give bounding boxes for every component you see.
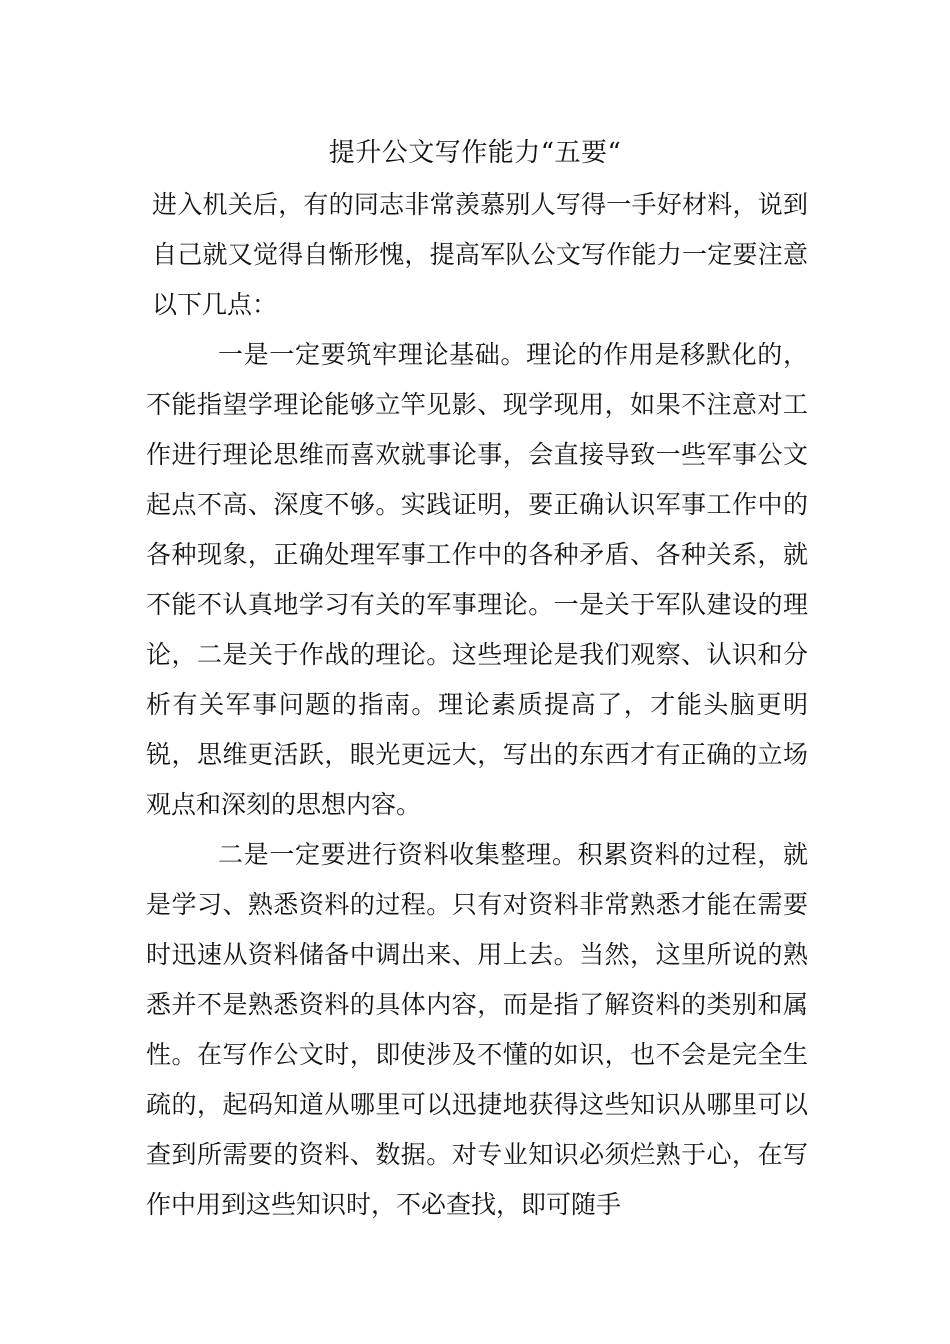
paragraph-material-collection: 二是一定要进行资料收集整理。积累资料的过程，就是学习、熟悉资料的过程。只有对资料非常熟悉才能在需要时迅速从资料储备中调出来、用上去。当然，这里所说的熟悉并不是熟悉资料的具体内容，而是指了解资料的类别和属性。在写作公文时，即使涉及不懂的如识，也不会是完全生疏的，起码知道从哪里可以迅捷地获得这些知识从哪里可以查到所需要的资料、数据。对专业知识必须烂熟于心，在写作中用到这些知识时，不必查找，即可随手 [146,840,808,1219]
paragraph-intro: 进入机关后，有的同志非常羡慕别人写得一手好材料，说到自己就又觉得自惭形愧，提高军队公文写作能力一定要注意以下几点： [152,190,808,319]
paragraph-theory-foundation: 一是一定要筑牢理论基础。理论的作用是移默化的，不能指望学理论能够立竿见影、现学现用，如果不注意对工作进行理论思维而喜欢就事论事，会直接导致一些军事公文起点不高、深度不够。实践证明，要正确认识军事工作中的各种现象，正确处理军事工作中的各种矛盾、各种关系，就不能不认真地学习有关的军事理论。一是关于军队建设的理论，二是关于作战的理论。这些理论是我们观察、认识和分析有关军事问题的指南。理论素质提高了，才能头脑更明锐，思维更活跃，眼光更远大，写出的东西才有正确的立场观点和深刻的思想内容。 [146,340,808,819]
document-body [146,180,808,1230]
document-title: 提升公文写作能力“五要“ [328,138,622,168]
